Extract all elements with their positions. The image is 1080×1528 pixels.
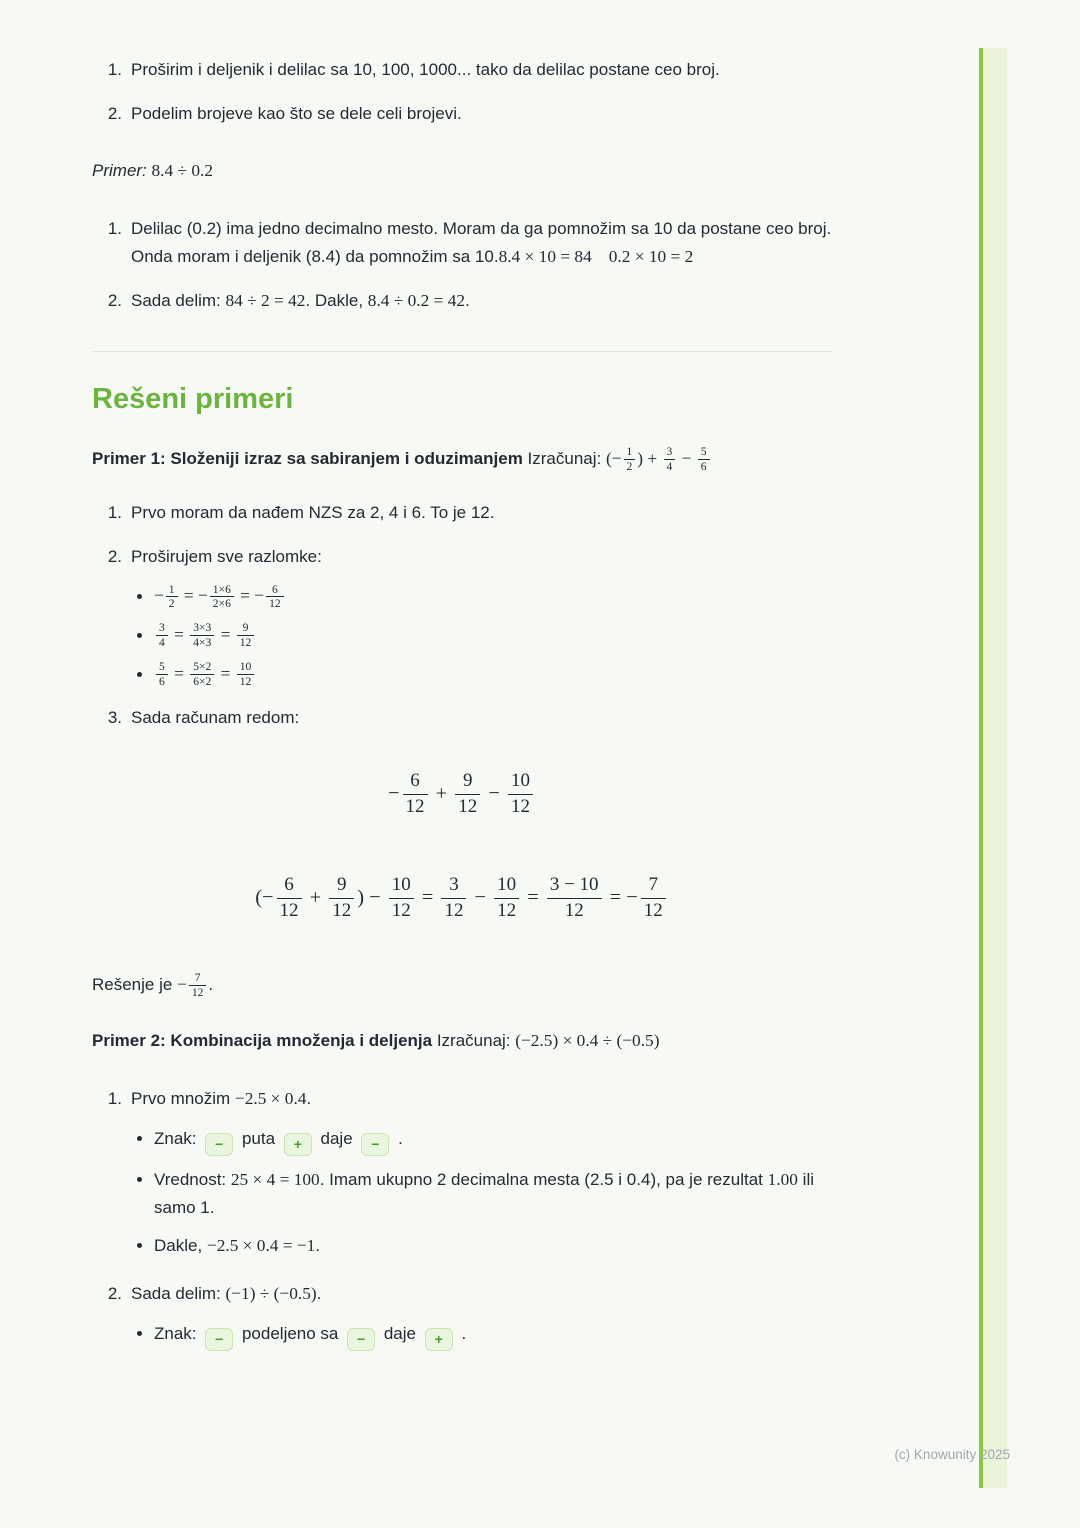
math-run: = (216, 625, 235, 645)
fraction: $\frac{3 - 10}{12}$ (547, 872, 602, 924)
fraction: $\frac{7}{12}$ (189, 971, 207, 999)
fraction: $\frac{3\times 3}{4\times 3}$ (190, 621, 214, 649)
text-run: . (393, 1129, 403, 1149)
sign-badge: − (205, 1328, 233, 1351)
math-run: 84 ÷ 2 = 42 (225, 290, 306, 310)
list-number: 3. (107, 708, 122, 728)
sign-badge: − (347, 1328, 375, 1351)
text-run: Prvo množim (131, 1089, 235, 1109)
list-number: 1. (107, 1089, 122, 1109)
list-text (131, 499, 832, 527)
fraction: $\frac{1}{2}$ (166, 583, 178, 611)
list-item (102, 56, 832, 84)
bullet-text (154, 1166, 832, 1222)
ordered-list-example2 (92, 1085, 832, 1351)
math-run: 25 × 4 = 100 (230, 1170, 320, 1190)
math-run: = (169, 625, 189, 645)
math-run: − (388, 782, 400, 805)
list-item (102, 1280, 832, 1351)
list-text-label (131, 1089, 311, 1108)
text-run: Sada delim: (131, 1284, 226, 1304)
list-text-label (131, 547, 322, 566)
fraction: $\frac{10}{12}$ (508, 768, 533, 820)
math-run: = (216, 663, 235, 683)
text-run: Rešenje je (92, 974, 178, 994)
list-text (131, 287, 832, 315)
fraction: $\frac{7}{12}$ (641, 872, 666, 924)
fraction: $\frac{5}{6}$ (156, 660, 168, 688)
text-run: Znak: (154, 1324, 202, 1344)
sign-badge: + (425, 1328, 453, 1351)
fraction: $\frac{3}{4}$ (664, 445, 676, 473)
math-run: = (169, 663, 189, 683)
fraction: $\frac{5\times 2}{6\times 2}$ (190, 660, 214, 688)
list-text (131, 1280, 832, 1351)
bullet-marker (137, 594, 142, 599)
list-number: 2. (107, 1284, 122, 1304)
fraction: $\frac{10}{12}$ (237, 660, 255, 688)
list-text (131, 56, 832, 84)
ordered-list-top (92, 56, 832, 127)
fraction: $\frac{1\times 6}{2\times 6}$ (210, 583, 234, 611)
bullet-list-signs-2 (131, 1320, 832, 1351)
sign-badge: − (205, 1133, 233, 1156)
text-run: Primer 1: Složeniji izraz sa sabiranjem i oduzimanjem (92, 448, 523, 468)
math-run: = (522, 886, 544, 909)
text-run: Izračunaj: (522, 448, 606, 468)
bullet-marker (137, 1243, 142, 1248)
text-run: Izračunaj: (432, 1031, 516, 1051)
text-run (592, 247, 609, 266)
bullet-item (137, 1232, 832, 1260)
fraction: $\frac{1}{2}$ (624, 445, 636, 473)
math-run: = − (179, 586, 208, 606)
math-run: −2.5 × 0.4 (234, 1089, 307, 1109)
list-item (102, 704, 832, 732)
list-text (131, 215, 832, 271)
math-run: − (483, 782, 505, 805)
fraction: $\frac{9}{12}$ (237, 621, 255, 649)
text-run: ili samo 1. (154, 1170, 814, 1218)
math-run: ) − (357, 886, 386, 909)
text-run: Vrednost: (154, 1170, 231, 1190)
math-run: (−2.5) × 0.4 ÷ (−0.5) (515, 1031, 660, 1051)
bullet-item (137, 621, 832, 650)
footer-credit: (c) Knowunity 2025 (894, 1447, 1010, 1462)
example-intro-line (92, 157, 832, 185)
fraction: $\frac{10}{12}$ (389, 872, 414, 924)
list-number: 1. (107, 503, 122, 523)
list-number: 2. (107, 546, 122, 566)
sign-badge: + (284, 1133, 312, 1156)
math-run: − (154, 586, 164, 606)
bullet-text (154, 1125, 832, 1156)
list-item (102, 543, 832, 689)
bullet-text (154, 1320, 832, 1351)
text-run: daje (315, 1129, 358, 1149)
section-heading: Rešeni primeri (92, 382, 294, 415)
fraction: $\frac{9}{12}$ (329, 872, 354, 924)
text-run: puta (237, 1129, 280, 1149)
bullet-marker (137, 633, 142, 638)
text-run: daje (379, 1324, 421, 1344)
list-item (102, 100, 832, 128)
bullet-marker (137, 1331, 142, 1336)
list-number: 2. (107, 103, 122, 123)
list-number: 1. (107, 219, 122, 239)
sign-badge: − (361, 1133, 389, 1156)
math-run: 8.4 ÷ 0.2 (151, 161, 213, 181)
math-run: = − (604, 886, 638, 909)
fraction: $\frac{6}{12}$ (403, 768, 428, 820)
bullet-item (137, 1125, 832, 1156)
bullet-item (137, 582, 832, 611)
bullet-item (137, 1166, 832, 1222)
text-run: Primer 2: Kombinacija množenja i deljenja (92, 1031, 433, 1051)
divider (92, 351, 832, 352)
text-run: Dakle, (154, 1235, 207, 1255)
text-run: . (208, 974, 214, 994)
bullet-text (154, 582, 832, 611)
list-item (102, 287, 832, 315)
text-run: . (315, 1235, 321, 1255)
fraction: $\frac{3}{12}$ (441, 872, 466, 924)
green-strip (979, 48, 1007, 1488)
bullet-item (137, 1320, 832, 1351)
bullet-item (137, 660, 832, 689)
math-run: 1.00 (767, 1170, 798, 1190)
text-run: Sada računam redom: (131, 708, 300, 728)
math-run: + (430, 782, 453, 805)
display-math-1 (92, 768, 832, 820)
text-run: . Imam ukupno 2 decimalna mesta (2.5 i 0.4), pa je rezultat (319, 1170, 768, 1190)
solution-line (92, 971, 832, 1000)
math-run: 8.4 × 10 = 84 (498, 246, 592, 266)
fraction: $\frac{10}{12}$ (494, 872, 519, 924)
example2-title (92, 1027, 832, 1055)
bullet-list-signs (131, 1125, 832, 1260)
list-text (131, 1085, 832, 1260)
bullet-list-fractions (131, 582, 832, 688)
math-run: − (469, 886, 492, 909)
bullet-marker (137, 1177, 142, 1182)
bullet-text (154, 660, 832, 689)
text-run: Prvo moram da nađem NZS za 2, 4 i 6. To je 12. (131, 503, 495, 523)
content (92, 0, 832, 1351)
fraction: $\frac{3}{4}$ (156, 621, 168, 649)
list-item (102, 215, 832, 271)
math-run: (−1) ÷ (−0.5) (225, 1284, 317, 1304)
math-run: = (416, 886, 439, 909)
ordered-list-steps (92, 215, 832, 315)
text-run: Delilac (0.2) ima jedno decimalno mesto. Moram da ga pomnožim sa 10 da postane ceo broj. Onda moram i deljenik (8.4) da pomnožim sa 10. (131, 219, 832, 266)
bullet-marker (137, 672, 142, 677)
math-run: −2.5 × 0.4 = −1 (206, 1235, 316, 1255)
math-run: (− (605, 448, 622, 468)
bullet-marker (137, 1136, 142, 1141)
math-run: + (304, 886, 327, 909)
bullet-text (154, 621, 832, 650)
math-run: (− (255, 886, 274, 909)
list-text (131, 100, 832, 128)
fraction: $\frac{6}{12}$ (266, 583, 284, 611)
math-run: − (177, 974, 187, 994)
text-run: . (465, 290, 470, 310)
list-number: 2. (107, 290, 122, 310)
list-text (131, 543, 832, 689)
ordered-list-example1 (92, 499, 832, 732)
text-run: podeljeno sa (237, 1324, 344, 1344)
text-run: Znak: (154, 1129, 202, 1149)
text-run: . (316, 1284, 322, 1304)
text-run: Proširujem sve razlomke: (131, 546, 322, 566)
text-run: . Dakle, (305, 290, 368, 310)
list-text (131, 704, 832, 732)
text-run: . (456, 1324, 467, 1344)
math-run: 0.2 × 10 = 2 (608, 246, 694, 266)
example1-title (92, 445, 832, 474)
math-run: = − (235, 586, 265, 606)
list-text-label (131, 1284, 321, 1303)
display-math-2 (92, 872, 832, 924)
fraction: $\frac{6}{12}$ (277, 872, 302, 924)
text-run: Primer: (92, 161, 152, 181)
list-item (102, 499, 832, 527)
fraction: $\frac{5}{6}$ (698, 445, 710, 473)
text-run: Proširim i deljenik i delilac sa 10, 100, 1000... tako da delilac postane ceo broj. (131, 60, 720, 79)
text-run: . (306, 1089, 312, 1109)
math-run: − (677, 448, 696, 468)
math-run: 8.4 ÷ 0.2 = 42 (367, 290, 466, 310)
fraction: $\frac{9}{12}$ (455, 768, 480, 820)
text-run: Podelim brojeve kao što se dele celi brojevi. (131, 103, 462, 123)
list-item (102, 1085, 832, 1260)
math-run: ) + (637, 448, 662, 468)
text-run: Sada delim: (131, 290, 226, 310)
list-number: 1. (107, 60, 122, 79)
bullet-text (154, 1232, 832, 1260)
